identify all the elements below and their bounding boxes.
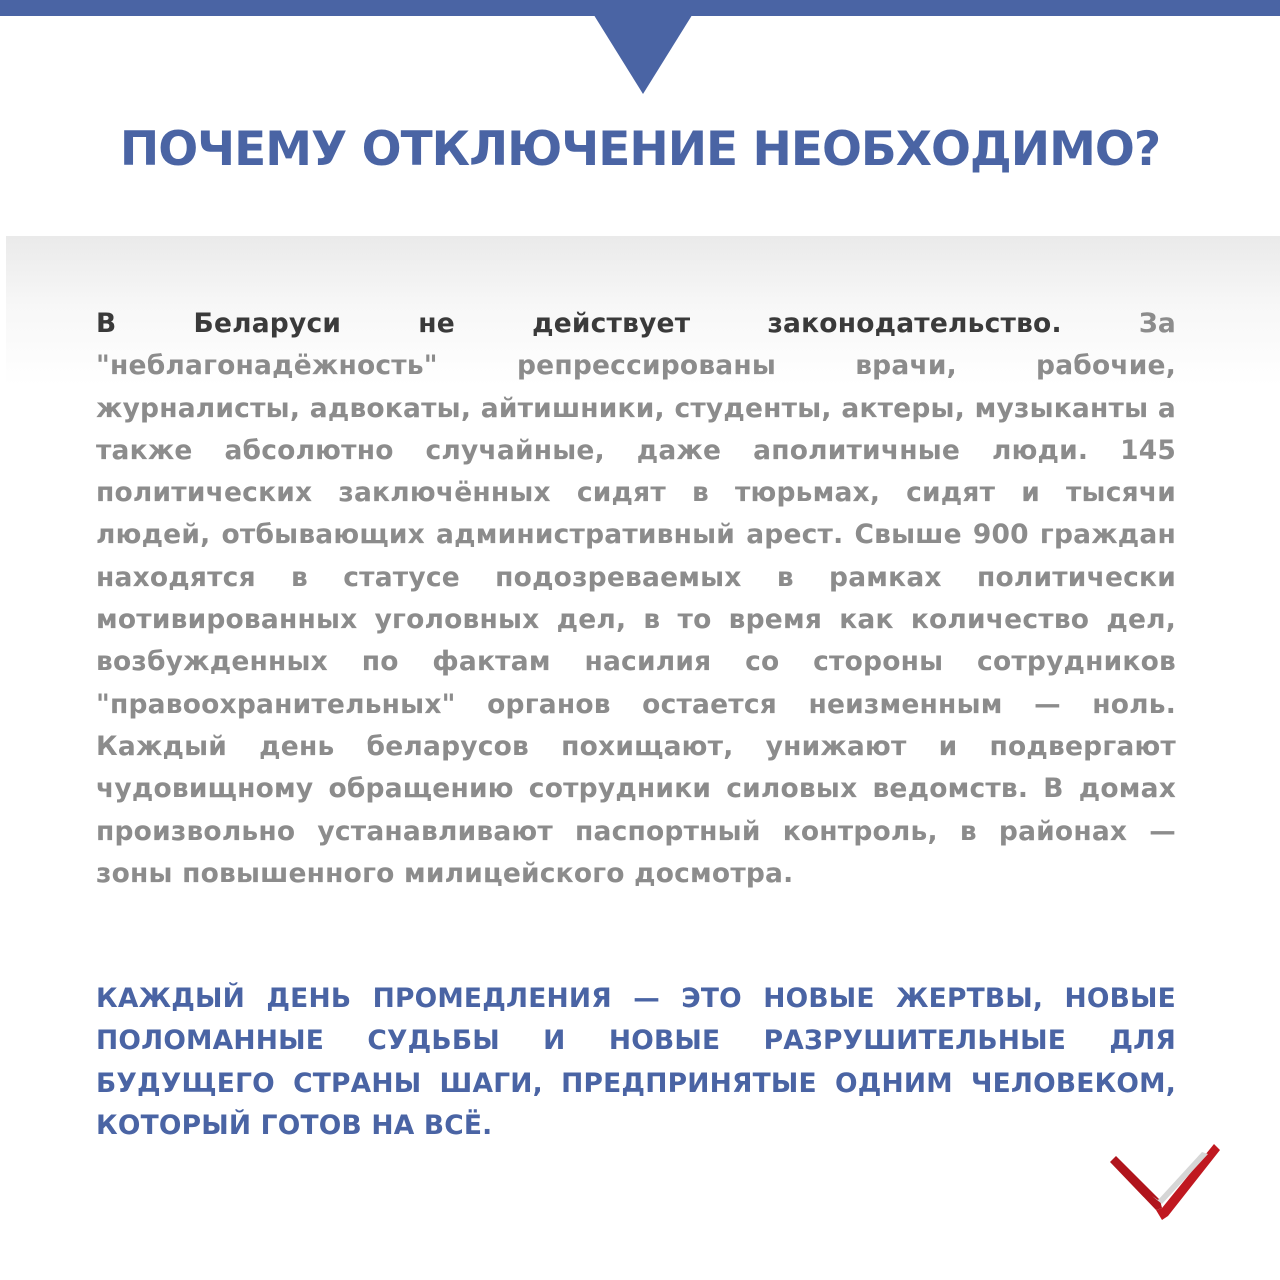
article-body <box>96 303 1176 895</box>
checkmark-icon <box>1104 1140 1220 1224</box>
article-lead: В Беларуси не действует законодательство. <box>96 308 1062 339</box>
checkmark-left-stroke <box>1110 1156 1162 1210</box>
down-arrow-notch-icon <box>592 12 694 94</box>
article-callout: КАЖДЫЙ ДЕНЬ ПРОМЕДЛЕНИЯ — ЭТО НОВЫЕ ЖЕРТВЫ, НОВЫЕ ПОЛОМАННЫЕ СУДЬБЫ И НОВЫЕ РАЗРУШИТЕЛЬНЫЕ ДЛЯ БУДУЩЕГО СТРАНЫ ШАГИ, ПРЕДПРИНЯТЫЕ ОДНИМ ЧЕЛОВЕКОМ, КОТОРЫЙ ГОТОВ НА ВСЁ. <box>96 983 1176 1141</box>
checkmark-right-stroke <box>1156 1144 1220 1220</box>
page-title: ПОЧЕМУ ОТКЛЮЧЕНИЕ НЕОБХОДИМО? <box>119 122 1161 177</box>
article-body-text: За "неблагонадёжность" репрессированы врачи, рабочие, журналисты, адвокаты, айтишники, студенты, актеры, музыканты а также абсолютно случайные, даже аполитичные люди. 145 политических заключённых сидят в тюрьмах, сидят и тысячи людей, отбывающих административный арест. Свыше 900 граждан находятся в статусе подозреваемых в рамках политически мотивированных уголовных дел, в то время как количество дел, возбужденных по фактам насилия со стороны сотрудников "правоохранительных" органов остается неизменным — ноль. Каждый день беларусов похищают, унижают и подвергают чудовищному обращению сотрудники силовых ведомств. В домах произвольно устанавливают паспортный контроль, в районах — зоны повышенного милицейского досмотра. <box>96 308 1176 889</box>
